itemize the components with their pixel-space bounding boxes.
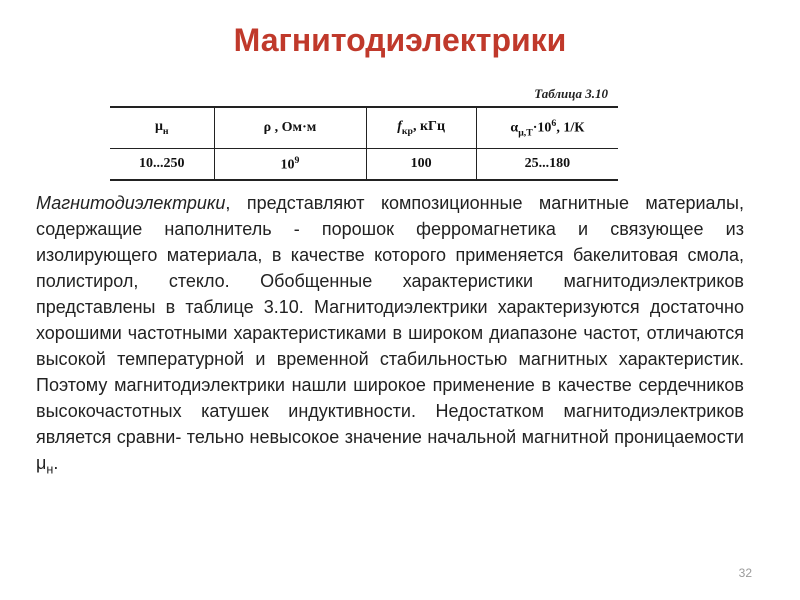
parameters-table <box>110 106 618 181</box>
header-alpha-exponent: 6 <box>551 117 557 129</box>
table-caption: Таблица 3.10 <box>534 86 608 101</box>
header-alpha-sub: μ,Т <box>518 127 533 139</box>
header-permeability-sub: н <box>162 125 169 137</box>
header-alpha-unit: , 1/К <box>556 120 585 136</box>
cell-temperature-coefficient <box>476 149 618 181</box>
cell-resistivity <box>214 149 366 181</box>
cell-permeability <box>110 149 214 181</box>
header-resistivity <box>214 107 366 149</box>
header-permeability-symbol: μ <box>154 119 163 135</box>
body-paragraph <box>36 190 744 483</box>
header-temperature-coefficient <box>476 107 618 149</box>
cell-resistivity-base: 10 <box>280 157 295 173</box>
cell-critical-frequency <box>366 149 476 181</box>
page-number: 32 <box>738 566 752 580</box>
table-row <box>110 149 618 181</box>
paragraph-symbol-sub: н <box>46 462 54 477</box>
header-critical-frequency <box>366 107 476 149</box>
paragraph-symbol: μ <box>36 453 47 473</box>
header-frequency-sub: кр <box>401 125 413 137</box>
cell-resistivity-exponent: 9 <box>294 154 300 166</box>
header-frequency-symbol: f <box>397 119 402 135</box>
header-permeability <box>110 107 214 149</box>
cell-alpha-value: 25...180 <box>524 156 571 171</box>
paragraph-text: , представляют композиционные магнитные материалы, содержащие наполнитель - порошок ферромагнетика и связующее из изолирующего материала, в качестве которого применяется бакелитовая смола, полистирол, стекло. Обобщенные характеристики магнитодиэлектриков представлены в таблице 3.10. Магнитодиэлектрики характеризуются достаточно хорошими частотными характеристиками в широком диапазоне частот, отличаются высокой температурной и временной стабильностью магнитных характеристик. Поэтому магнитодиэлектрики нашли широкое применение в качестве сердечников высокочастотных катушек индуктивности. Недостатком магнитодиэлектриков является сравни- тельно невысокое значение начальной магнитной проницаемости <box>36 193 744 447</box>
header-resistivity-symbol: ρ <box>263 120 272 135</box>
cell-frequency-value: 100 <box>410 156 432 171</box>
paragraph-lead-term: Магнитодиэлектрики <box>36 193 226 213</box>
header-frequency-unit: , кГц <box>412 119 446 135</box>
paragraph-end: . <box>53 453 59 473</box>
cell-permeability-value: 10...250 <box>139 156 185 171</box>
header-alpha-multiplier: ·10 <box>532 120 552 136</box>
header-resistivity-unit: , Ом·м <box>271 120 317 135</box>
slide-title: Магнитодиэлектрики <box>233 22 567 58</box>
table-header-row <box>110 107 618 149</box>
header-alpha-symbol: α <box>510 120 519 136</box>
